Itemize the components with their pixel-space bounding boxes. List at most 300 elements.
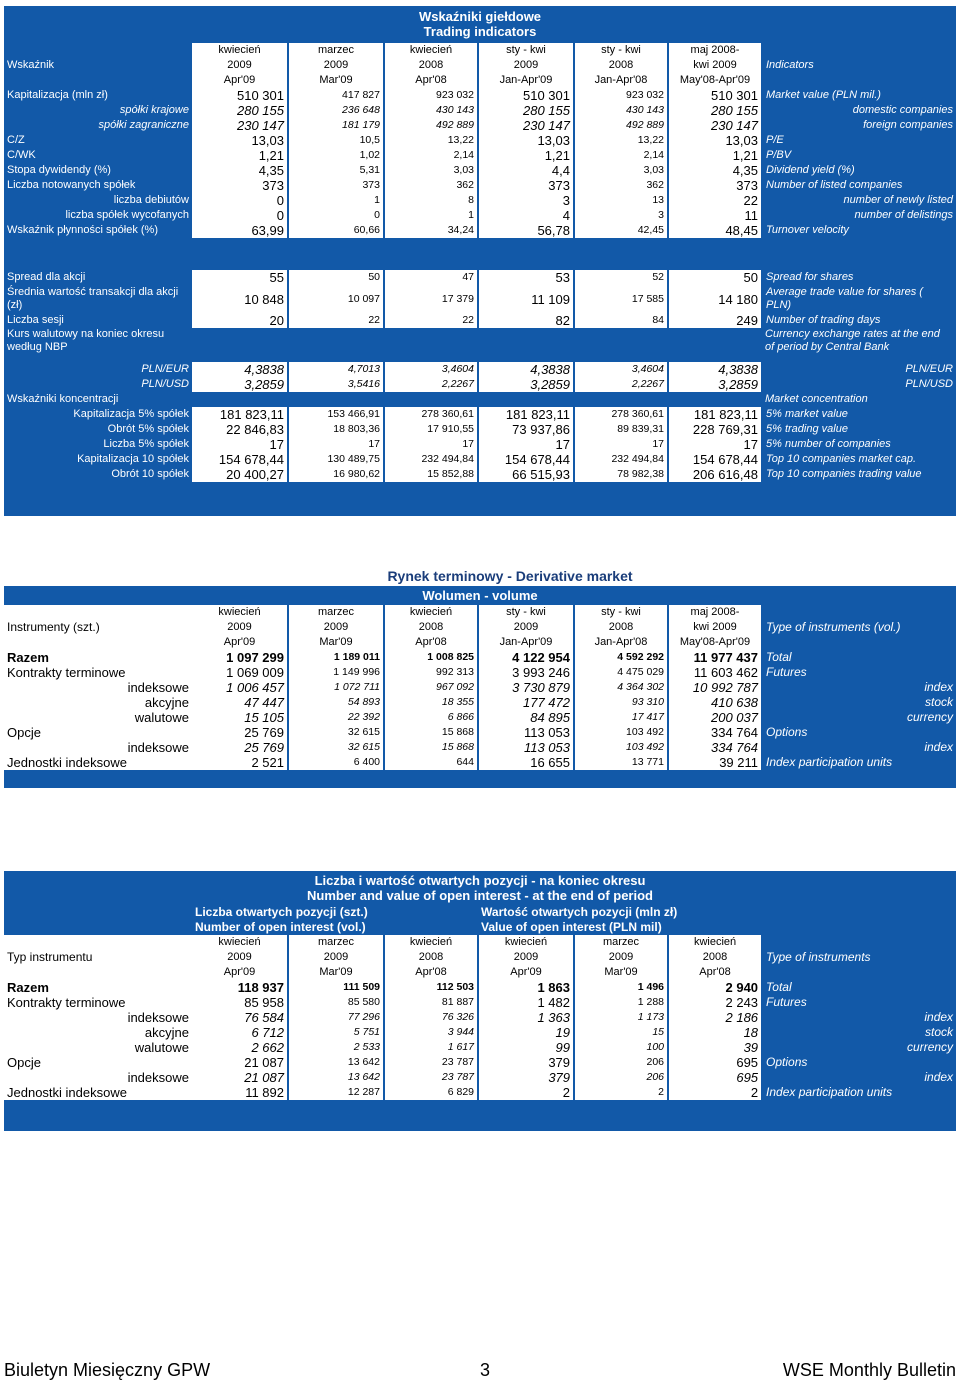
row-label-en: Total [762, 650, 956, 665]
data-cell: 2 533 [288, 1040, 384, 1055]
group-header-1: Liczba otwartych pozycji (szt.) [192, 905, 478, 920]
data-cell: 430 143 [574, 103, 668, 118]
column-header: 2009 [288, 620, 384, 635]
row-label-header: Instrumenty (szt.) [4, 620, 192, 635]
data-cell: 3,2859 [478, 377, 574, 392]
row-label: PLN/USD [4, 377, 192, 392]
data-cell: 4,3838 [668, 362, 762, 377]
column-header: Apr'09 [192, 635, 288, 650]
data-cell: 154 678,44 [668, 452, 762, 467]
row-label: Kapitalizacja 10 spółek [4, 452, 192, 467]
header-row [4, 950, 956, 965]
data-cell: 32 615 [288, 740, 384, 755]
table-row [4, 680, 956, 695]
column-header: sty - kwi [574, 43, 668, 58]
table-row [4, 740, 956, 755]
data-cell: 3,2859 [668, 377, 762, 392]
data-cell: 154 678,44 [478, 452, 574, 467]
blank-cell [4, 43, 192, 58]
data-cell: 20 [192, 313, 288, 328]
spacer-row [4, 254, 956, 270]
row-label: Opcje [4, 725, 192, 740]
data-cell: 13 [574, 193, 668, 208]
data-cell: 3 [478, 193, 574, 208]
row-label-en: domestic companies [762, 103, 956, 118]
row-label: indeksowe [4, 740, 192, 755]
table-row [4, 422, 956, 437]
data-cell: 130 489,75 [288, 452, 384, 467]
fx-label-line: Currency exchange rates at the end [765, 328, 940, 340]
row-label-en: P/E [762, 133, 956, 148]
data-cell: 22 [384, 313, 478, 328]
data-cell: 11 109 [478, 285, 574, 313]
spacer [4, 254, 956, 270]
data-cell: 39 211 [668, 755, 762, 770]
blank-cell [762, 905, 956, 920]
data-cell: 18 803,36 [288, 422, 384, 437]
data-cell: 23 787 [384, 1070, 478, 1085]
data-cell: 362 [574, 178, 668, 193]
trading-title-en: Trading indicators [423, 24, 537, 39]
data-cell: 22 [668, 193, 762, 208]
data-cell: 334 764 [668, 740, 762, 755]
spacer-row [4, 238, 956, 254]
data-cell: 3,5416 [288, 377, 384, 392]
blank-cell [4, 605, 192, 620]
column-header: Jan-Apr'08 [574, 635, 668, 650]
column-header: maj 2008- [668, 605, 762, 620]
data-cell: 10,5 [288, 133, 384, 148]
data-cell: 34,24 [384, 223, 478, 238]
data-cell: 3,2859 [192, 377, 288, 392]
data-cell: 181 823,11 [192, 407, 288, 422]
data-cell: 4,3838 [192, 362, 288, 377]
data-cell: 17 [478, 437, 574, 452]
data-cell: 3,03 [574, 163, 668, 178]
blank-cell [4, 920, 192, 935]
column-header: 2009 [192, 950, 288, 965]
data-cell: 5,31 [288, 163, 384, 178]
data-cell: 280 155 [192, 103, 288, 118]
column-header: Jan-Apr'09 [478, 635, 574, 650]
data-cell: 1 [288, 193, 384, 208]
data-cell: 20 400,27 [192, 467, 288, 482]
row-label-header: Typ instrumentu [4, 950, 192, 965]
data-cell: 6 866 [384, 710, 478, 725]
data-cell: 53 [478, 270, 574, 285]
data-cell: 2 243 [668, 995, 762, 1010]
column-header: marzec [288, 43, 384, 58]
blank-cell [762, 635, 956, 650]
row-label: walutowe [4, 710, 192, 725]
row-label-en: index [762, 740, 956, 755]
data-cell: 4,3838 [478, 362, 574, 377]
derivative-section [4, 566, 956, 790]
spacer [192, 328, 762, 354]
data-cell: 99 [478, 1040, 574, 1055]
data-cell: 89 839,31 [574, 422, 668, 437]
column-header: 2008 [384, 950, 478, 965]
data-cell: 2,14 [574, 148, 668, 163]
spacer [4, 354, 956, 362]
column-header: 2008 [574, 58, 668, 73]
row-label: liczba spółek wycofanych [4, 208, 192, 223]
column-header: 2009 [288, 58, 384, 73]
data-cell: 39 [668, 1040, 762, 1055]
table-row [4, 710, 956, 725]
data-cell: 13,03 [668, 133, 762, 148]
data-cell: 16 980,62 [288, 467, 384, 482]
row-label: walutowe [4, 1040, 192, 1055]
column-header: sty - kwi [478, 43, 574, 58]
data-cell: 4 122 954 [478, 650, 574, 665]
data-cell: 1 [384, 208, 478, 223]
data-cell: 4 [478, 208, 574, 223]
row-label [4, 285, 192, 313]
table-row [4, 270, 956, 285]
column-header: marzec [288, 935, 384, 950]
data-cell: 23 787 [384, 1055, 478, 1070]
data-cell: 73 937,86 [478, 422, 574, 437]
data-cell: 206 616,48 [668, 467, 762, 482]
trading-indicators-table [4, 43, 956, 482]
data-cell: 4 592 292 [574, 650, 668, 665]
data-cell: 10 097 [288, 285, 384, 313]
table-row [4, 313, 956, 328]
data-cell: 0 [288, 208, 384, 223]
data-cell: 15 868 [384, 740, 478, 755]
conc-label-en: Market concentration [762, 392, 956, 407]
row-label-en: currency [762, 710, 956, 725]
fx-label-en [762, 328, 956, 354]
column-header: Apr'08 [384, 73, 478, 88]
blank-cell [762, 965, 956, 980]
spacer-row [4, 354, 956, 362]
group-header-1: Number of open interest (vol.) [192, 920, 478, 935]
row-label-en: currency [762, 1040, 956, 1055]
table-row [4, 362, 956, 377]
column-header: Apr'09 [192, 73, 288, 88]
table-row [4, 118, 956, 133]
row-label: Jednostki indeksowe [4, 755, 192, 770]
data-cell: 13 642 [288, 1055, 384, 1070]
data-cell: 21 087 [192, 1070, 288, 1085]
spacer [4, 238, 956, 254]
data-cell: 1 363 [478, 1010, 574, 1025]
data-cell: 154 678,44 [192, 452, 288, 467]
data-cell: 13,03 [192, 133, 288, 148]
data-cell: 6 829 [384, 1085, 478, 1100]
row-label: C/WK [4, 148, 192, 163]
data-cell: 11 977 437 [668, 650, 762, 665]
data-cell: 18 355 [384, 695, 478, 710]
column-header: marzec [288, 605, 384, 620]
row-label: Obrót 5% spółek [4, 422, 192, 437]
data-cell: 410 638 [668, 695, 762, 710]
data-cell: 76 584 [192, 1010, 288, 1025]
row-label: indeksowe [4, 1010, 192, 1025]
row-label: akcyjne [4, 695, 192, 710]
row-label: Obrót 10 spółek [4, 467, 192, 482]
data-cell: 1 008 825 [384, 650, 478, 665]
table-row [4, 695, 956, 710]
column-header: sty - kwi [478, 605, 574, 620]
header-row [4, 43, 956, 58]
data-cell: 11 603 462 [668, 665, 762, 680]
row-label-en: Spread for shares [762, 270, 956, 285]
data-cell: 13,22 [384, 133, 478, 148]
column-header: maj 2008- [668, 43, 762, 58]
data-cell: 48,45 [668, 223, 762, 238]
blank-cell [762, 73, 956, 88]
column-header: May'08-Apr'09 [668, 73, 762, 88]
data-cell: 1,21 [668, 148, 762, 163]
table-row [4, 995, 956, 1010]
row-label: PLN/EUR [4, 362, 192, 377]
data-cell: 492 889 [384, 118, 478, 133]
data-cell: 3,4604 [384, 362, 478, 377]
data-cell: 50 [668, 270, 762, 285]
column-header: Mar'09 [288, 73, 384, 88]
column-header: 2009 [478, 620, 574, 635]
data-cell: 17 417 [574, 710, 668, 725]
row-label-en: index [762, 680, 956, 695]
data-cell: 230 147 [478, 118, 574, 133]
column-header: Mar'09 [288, 635, 384, 650]
derivative-panel [4, 586, 956, 788]
data-cell: 1,21 [192, 148, 288, 163]
data-cell: 13,03 [478, 133, 574, 148]
data-cell: 1 072 711 [288, 680, 384, 695]
data-cell: 77 296 [288, 1010, 384, 1025]
data-cell: 17 [384, 437, 478, 452]
row-label-line: Average trade value for shares ( [766, 286, 923, 298]
column-header: kwiecień [384, 43, 478, 58]
data-cell: 2 186 [668, 1010, 762, 1025]
data-cell: 22 [288, 313, 384, 328]
row-label: Kapitalizacja (mln zł) [4, 88, 192, 103]
data-cell: 6 712 [192, 1025, 288, 1040]
data-cell: 112 503 [384, 980, 478, 995]
data-cell: 17 [574, 437, 668, 452]
row-label-en: Market value (PLN mil.) [762, 88, 956, 103]
fx-label-line: of period by Central Bank [765, 341, 890, 353]
row-label: indeksowe [4, 1070, 192, 1085]
table-row [4, 1040, 956, 1055]
footer-right: WSE Monthly Bulletin [782, 1360, 956, 1380]
data-cell: 278 360,61 [574, 407, 668, 422]
trading-title-pl: Wskaźniki giełdowe [418, 9, 542, 24]
table-row [4, 377, 956, 392]
data-cell: 2,14 [384, 148, 478, 163]
column-header: 2009 [192, 58, 288, 73]
table-row [4, 980, 956, 995]
data-cell: 111 509 [288, 980, 384, 995]
column-header: kwiecień [478, 935, 574, 950]
data-cell: 232 494,84 [384, 452, 478, 467]
column-header: sty - kwi [574, 605, 668, 620]
data-cell: 1 482 [478, 995, 574, 1010]
data-cell: 280 155 [668, 103, 762, 118]
blank-cell [4, 73, 192, 88]
data-cell: 2,2267 [574, 377, 668, 392]
fx-header-row [4, 328, 956, 354]
data-cell: 47 [384, 270, 478, 285]
data-cell: 18 [668, 1025, 762, 1040]
data-cell: 228 769,31 [668, 422, 762, 437]
data-cell: 3 993 246 [478, 665, 574, 680]
data-cell: 1 149 996 [288, 665, 384, 680]
header-row [4, 620, 956, 635]
blank-cell [4, 965, 192, 980]
row-label: Liczba notowanych spółek [4, 178, 192, 193]
open-interest-section [4, 871, 956, 1131]
data-cell: 1 173 [574, 1010, 668, 1025]
column-header: kwi 2009 [668, 620, 762, 635]
column-header: 2008 [384, 58, 478, 73]
data-cell: 230 147 [668, 118, 762, 133]
row-label-en: Top 10 companies trading value [762, 467, 956, 482]
column-header: kwiecień [192, 935, 288, 950]
row-label-en: Turnover velocity [762, 223, 956, 238]
data-cell: 85 958 [192, 995, 288, 1010]
footer-page-number: 3 [480, 1360, 491, 1380]
column-header: 2009 [288, 950, 384, 965]
group-header-2: Value of open interest (PLN mil) [478, 920, 762, 935]
data-cell: 54 893 [288, 695, 384, 710]
data-cell: 2 662 [192, 1040, 288, 1055]
row-label: Stopa dywidendy (%) [4, 163, 192, 178]
row-label-en: Number of listed companies [762, 178, 956, 193]
row-label: Kontrakty terminowe [4, 995, 192, 1010]
data-cell: 4,35 [192, 163, 288, 178]
open-title: Liczba i wartość otwartych pozycji - na koniec okresu [314, 873, 646, 888]
data-cell: 695 [668, 1070, 762, 1085]
table-row [4, 193, 956, 208]
data-cell: 3,03 [384, 163, 478, 178]
data-cell: 17 379 [384, 285, 478, 313]
data-cell: 4,35 [668, 163, 762, 178]
row-label-header-en: Type of instruments [762, 950, 956, 965]
row-label: Liczba sesji [4, 313, 192, 328]
data-cell: 22 392 [288, 710, 384, 725]
row-label-en: Top 10 companies market cap. [762, 452, 956, 467]
table-row [4, 1055, 956, 1070]
row-label: Liczba 5% spółek [4, 437, 192, 452]
data-cell: 10 848 [192, 285, 288, 313]
data-cell: 206 [574, 1055, 668, 1070]
data-cell: 1 189 011 [288, 650, 384, 665]
column-header: 2008 [384, 620, 478, 635]
column-header: 2009 [478, 950, 574, 965]
data-cell: 15 868 [384, 725, 478, 740]
row-label-en [762, 285, 956, 313]
table-row [4, 178, 956, 193]
data-cell: 1,02 [288, 148, 384, 163]
data-cell: 379 [478, 1070, 574, 1085]
data-cell: 13 642 [288, 1070, 384, 1085]
column-header: Apr'08 [384, 635, 478, 650]
row-label-en: PLN/EUR [762, 362, 956, 377]
data-cell: 510 301 [478, 88, 574, 103]
table-row [4, 437, 956, 452]
row-label-header-en: Type of instruments (vol.) [762, 620, 956, 635]
header-row [4, 965, 956, 980]
column-header: kwiecień [668, 935, 762, 950]
column-header: kwiecień [384, 935, 478, 950]
data-cell: 1 617 [384, 1040, 478, 1055]
row-label: Kontrakty terminowe [4, 665, 192, 680]
data-cell: 3 730 879 [478, 680, 574, 695]
row-label: Razem [4, 980, 192, 995]
table-row [4, 1070, 956, 1085]
spacer [192, 392, 762, 407]
row-label: Opcje [4, 1055, 192, 1070]
trading-indicators-section [4, 6, 956, 516]
data-cell: 66 515,93 [478, 467, 574, 482]
data-cell: 15 852,88 [384, 467, 478, 482]
column-header: Mar'09 [288, 965, 384, 980]
data-cell: 181 179 [288, 118, 384, 133]
data-cell: 430 143 [384, 103, 478, 118]
column-header: Apr'09 [478, 965, 574, 980]
column-header: May'08-Apr'09 [668, 635, 762, 650]
data-cell: 93 310 [574, 695, 668, 710]
data-cell: 8 [384, 193, 478, 208]
open-subtitle: Number and value of open interest - at the end of period [307, 888, 653, 903]
footer-left: Biuletyn Miesięczny GPW [4, 1360, 211, 1380]
table-row [4, 452, 956, 467]
data-cell: 379 [478, 1055, 574, 1070]
data-cell: 510 301 [192, 88, 288, 103]
data-cell: 15 105 [192, 710, 288, 725]
blank-cell [4, 635, 192, 650]
data-cell: 56,78 [478, 223, 574, 238]
row-label-en: Total [762, 980, 956, 995]
derivative-subtitle: Wolumen - volume [422, 588, 538, 603]
data-cell: 81 887 [384, 995, 478, 1010]
row-label-en: foreign companies [762, 118, 956, 133]
data-cell: 200 037 [668, 710, 762, 725]
data-cell: 1,21 [478, 148, 574, 163]
data-cell: 4 364 302 [574, 680, 668, 695]
data-cell: 1 496 [574, 980, 668, 995]
row-label: indeksowe [4, 680, 192, 695]
data-cell: 63,99 [192, 223, 288, 238]
data-cell: 1 288 [574, 995, 668, 1010]
data-cell: 362 [384, 178, 478, 193]
data-cell: 25 769 [192, 740, 288, 755]
data-cell: 103 492 [574, 740, 668, 755]
data-cell: 206 [574, 1070, 668, 1085]
data-cell: 5 751 [288, 1025, 384, 1040]
data-cell: 16 655 [478, 755, 574, 770]
column-header: Apr'09 [192, 965, 288, 980]
table-row [4, 1085, 956, 1100]
column-header: 2009 [192, 620, 288, 635]
fx-label-line: według NBP [7, 341, 68, 353]
column-header: Jan-Apr'09 [478, 73, 574, 88]
data-cell: 11 [668, 208, 762, 223]
row-label: Jednostki indeksowe [4, 1085, 192, 1100]
row-label-line: (zł) [7, 299, 23, 311]
data-cell: 19 [478, 1025, 574, 1040]
group-header-row [4, 905, 956, 920]
blank-cell [4, 905, 192, 920]
data-cell: 32 615 [288, 725, 384, 740]
row-label: Kapitalizacja 5% spółek [4, 407, 192, 422]
derivative-table [4, 605, 956, 770]
